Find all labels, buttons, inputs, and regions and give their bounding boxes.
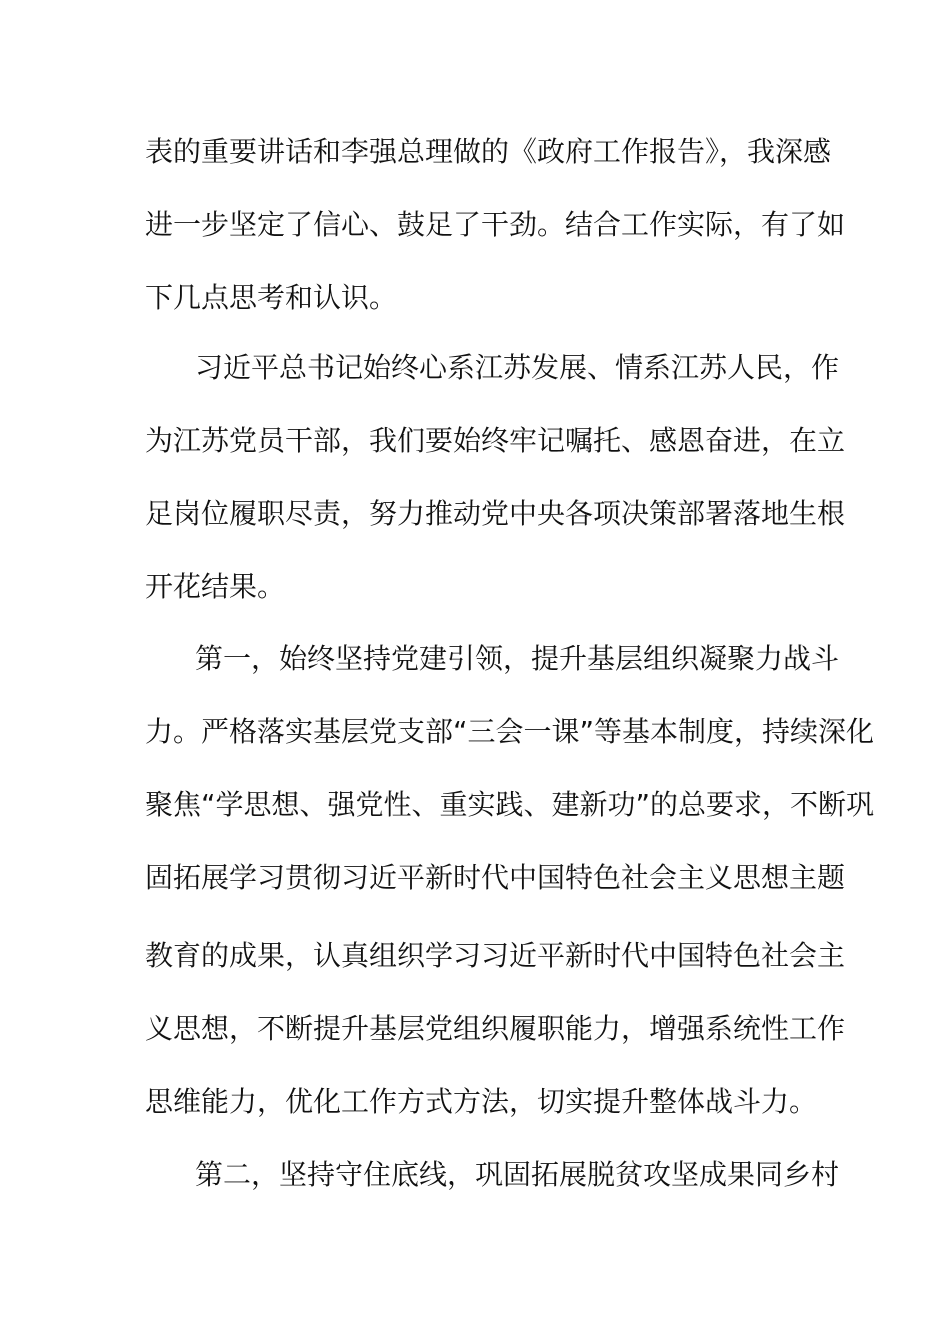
text-line-3: 下几点思考和认识。 xyxy=(145,281,398,314)
text-line-8: 第一，始终坚持党建引领，提升基层组织凝聚力战斗 xyxy=(195,642,840,675)
text-line-6: 足岗位履职尽责，努力推动党中央各项决策部署落地生根 xyxy=(145,497,846,530)
text-line-5: 为江苏党员干部，我们要始终牢记嘱托、感恩奋进，在立 xyxy=(145,424,846,457)
text-line-1: 表的重要讲话和李强总理做的《政府工作报告》，我深感 xyxy=(145,135,832,168)
text-line-12: 教育的成果，认真组织学习习近平新时代中国特色社会主 xyxy=(145,939,846,972)
text-line-4: 习近平总书记始终心系江苏发展、情系江苏人民，作 xyxy=(195,351,840,384)
text-line-15: 第二，坚持守住底线，巩固拓展脱贫攻坚成果同乡村 xyxy=(195,1158,840,1191)
text-line-9: 力。严格落实基层党支部“三会一课”等基本制度，持续深化 xyxy=(145,715,875,748)
text-line-7: 开花结果。 xyxy=(145,570,286,603)
text-line-2: 进一步坚定了信心、鼓足了干劲。结合工作实际，有了如 xyxy=(145,208,846,241)
text-line-14: 思维能力，优化工作方式方法，切实提升整体战斗力。 xyxy=(145,1085,818,1118)
text-line-11: 固拓展学习贯彻习近平新时代中国特色社会主义思想主题 xyxy=(145,861,846,894)
text-line-10: 聚焦“学思想、强党性、重实践、建新功”的总要求，不断巩 xyxy=(145,788,875,821)
text-line-13: 义思想，不断提升基层党组织履职能力，增强系统性工作 xyxy=(145,1012,846,1045)
